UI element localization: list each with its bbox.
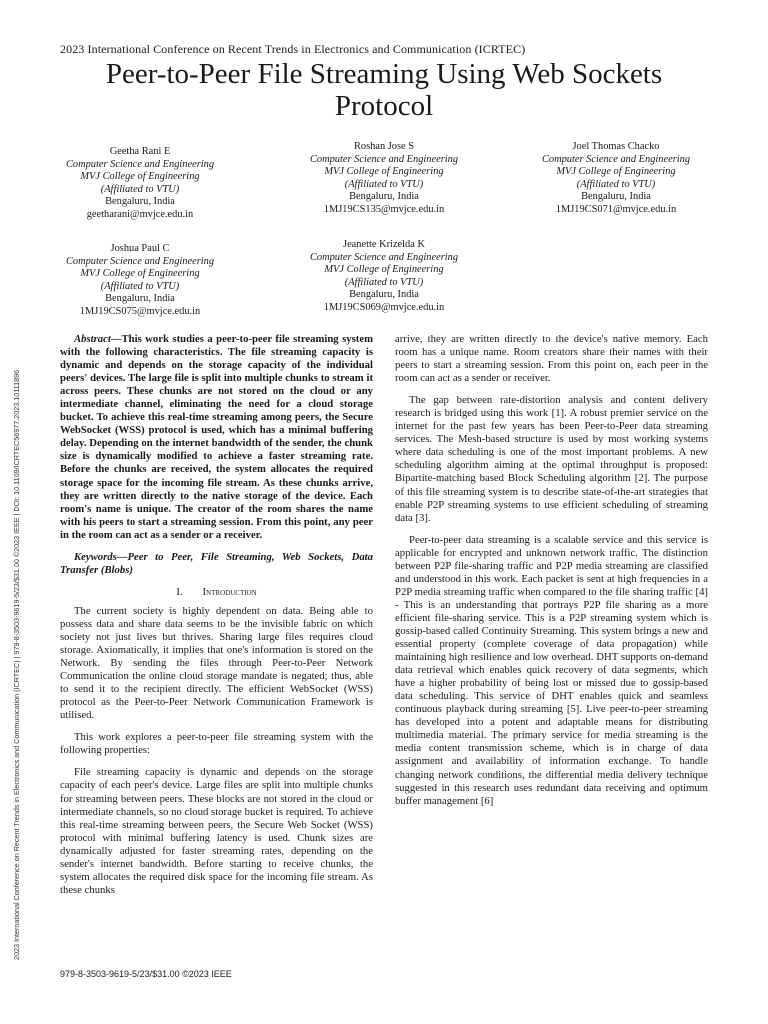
- paragraph: The gap between rate-distortion analysis and content delivery research is bridged using this work [1]. A robust premier service on the internet for the past few years has been Peer-to-Peer data streaming services. The Mesh-based structure is used by most working systems where data scheduling is one of the most important problems. A new scheduling algorithm aiming at the optimal throughput is proposed: Bipartite-matching based Block Scheduling algorithm [2]. The purpose of this file streaming system is to describe state-of-the-art strategies that enable P2P streaming systems to use efficient scheduling of streaming data [3].: [395, 394, 708, 524]
- author-email: 1MJ19CS071@mvjce.edu.in: [555, 203, 677, 215]
- author-dept: Computer Science and Engineering: [65, 255, 215, 267]
- doi-sidebar: 2023 International Conference on Recent Trends in Electronics and Communication (ICRTEC) | 979-8-3503-9619-5/23/$31.00 ©2023 IEEE | DOI: 10.1109/ICRTEC56977.2023.10111896: [12, 369, 21, 960]
- author-email: 1MJ19CS135@mvjce.edu.in: [323, 203, 445, 215]
- author-dept: Computer Science and Engineering: [309, 251, 459, 263]
- author-block-5: [284, 239, 484, 315]
- author-block-3: [516, 141, 716, 217]
- author-dept: Computer Science and Engineering: [309, 153, 459, 165]
- page-footer: 979-8-3503-9619-5/23/$31.00 ©2023 IEEE: [60, 969, 232, 979]
- keywords: [60, 551, 373, 577]
- paragraph: arrive, they are written directly to the device's native memory. Each room has a unique name. Room creators share their names with their peers to start a streaming session. From this point on, each peer in the room can act as a sender or receiver.: [395, 333, 708, 385]
- author-college: MVJ College of Engineering: [324, 264, 444, 276]
- author-email: 1MJ19CS075@mvjce.edu.in: [79, 305, 201, 317]
- author-location: Bengaluru, India: [581, 191, 651, 203]
- paragraph: This work explores a peer-to-peer file streaming system with the following properties:: [60, 731, 373, 757]
- author-email: 1MJ19CS069@mvjce.edu.in: [323, 301, 445, 313]
- author-location: Bengaluru, India: [349, 289, 419, 301]
- author-affiliation: (Affiliated to VTU): [344, 178, 424, 190]
- author-name: Jeanette Krizelda K: [343, 239, 425, 250]
- author-affiliation: (Affiliated to VTU): [344, 276, 424, 288]
- author-college: MVJ College of Engineering: [324, 166, 444, 178]
- abstract: [60, 333, 373, 542]
- author-block-1: [40, 146, 240, 222]
- section-heading: [60, 586, 373, 599]
- paragraph: Peer-to-peer data streaming is a scalable service and this service is applicable for encrypted and unknown network traffic. The distinction between P2P file-sharing traffic and P2P media streaming are classified and understood in this work. Each packet is sent at high frequencies in a P2P media streaming traffic when compared to the file sharing traffic [4] - This is an understanding that portrays P2P file sharing as a more efficient file-sharing service. This is a P2P streaming system which is gossip-based called Continuity Streaming. This system brings a new and essential property (complete coverage of data propagation) while maintaining high resilience and low overhead. DHT supports on-demand data retrieval which enables quick recovery of data segments, which have a higher probability of being lost or missed due to gossip-based data scheduling. This service of DHT enables quick and seamless continuous playback during streaming [5]. Live peer-to-peer streaming has developed into a potent and adaptable means for distributing multimedia material. The primary service for media streaming is the media content transmission scheme, which is in charge of data assignment and availability of information exchange. To handle changing network conditions, the differential media delivery technique suggested in this research uses redundant data receiving and optimum buffer management [6]: [395, 533, 708, 807]
- author-affiliation: (Affiliated to VTU): [100, 280, 180, 292]
- author-block-2: [284, 141, 484, 217]
- section-number: I.: [176, 585, 183, 598]
- keywords-text: —Peer to Peer, File Streaming, Web Sockets, Data Transfer (Blobs): [60, 550, 373, 576]
- abstract-text: —This work studies a peer-to-peer file streaming system with the following characteristics. The file streaming capacity is dynamic and depends on the storage capacity of the individual peers' devices. The large file is split into multiple chunks to stream it across peers. These chunks are not stored on the cloud or any intermediate channel, eliminating the need for a cloud storage bucket. To achieve this real-time streaming among peers, the Secure WebSocket (WSS) protocol is used, which has a minimal buffering delay. Depending on the internet bandwidth of the sender, the chunk size is dynamically modified to achieve a faster streaming rate. Before the chunks are received, the system allocates the required storage space for the incoming file stream. As these chunks arrive, they are written directly to the native storage of the device. Each room's name is unique. The creator of the room shares the name with his peers to start a streaming session. From this point, any peer in the room can act as a sender or a receiver.: [60, 333, 373, 541]
- author-name: Geetha Rani E: [109, 146, 171, 157]
- author-college: MVJ College of Engineering: [556, 166, 676, 178]
- author-location: Bengaluru, India: [105, 196, 175, 208]
- author-affiliation: (Affiliated to VTU): [576, 178, 656, 190]
- paragraph: The current society is highly dependent on data. Being able to possess data and share data seems to be the invisible fabric on which society not just lives but thrives. Sharing large files requires cloud storage. Axiomatically, it implies that one's information is stored on the Network. By sending the files through Peer-to-Peer Network Communication the online cloud storage mandate is negated; thus, able to send it to the recipient directly. The efficient WebSocket (WSS) protocol as the Peer-to-Peer Network Communication Framework is utilised.: [60, 604, 373, 722]
- author-name: Joel Thomas Chacko: [572, 141, 660, 152]
- author-dept: Computer Science and Engineering: [541, 153, 691, 165]
- author-email: geetharani@mvjce.edu.in: [86, 208, 194, 220]
- author-college: MVJ College of Engineering: [80, 268, 200, 280]
- conference-header: 2023 International Conference on Recent Trends in Electronics and Communication (ICRTEC): [60, 42, 526, 56]
- author-location: Bengaluru, India: [105, 293, 175, 305]
- author-name: Roshan Jose S: [353, 141, 415, 152]
- author-block-4: [40, 243, 240, 319]
- author-name: Joshua Paul C: [110, 243, 170, 254]
- right-column: [395, 333, 708, 817]
- section-title: Introduction: [202, 585, 257, 598]
- author-affiliation: (Affiliated to VTU): [100, 183, 180, 195]
- keywords-label: Keywords: [74, 550, 117, 563]
- paragraph: File streaming capacity is dynamic and depends on the storage capacity of each peer's device. Large files are split into multiple chunks for streaming between peers. These blocks are not stored in the cloud or intermediate channels, so no cloud storage bucket is required. To achieve this real-time streaming between peers, the Secure Web Socket (WSS) protocol with minimal buffering latency is used. Chunk sizes are dynamically adjusted for faster streaming rates, depending on the sender's internet bandwidth. Before starting to receive chunks, the system allocates the required disk space for the incoming file stream. As these chunks: [60, 766, 373, 896]
- author-college: MVJ College of Engineering: [80, 171, 200, 183]
- paper-title: Peer-to-Peer File Streaming Using Web Sockets Protocol: [105, 58, 663, 122]
- left-column: [60, 333, 373, 906]
- author-location: Bengaluru, India: [349, 191, 419, 203]
- abstract-label: Abstract: [74, 333, 111, 345]
- author-dept: Computer Science and Engineering: [65, 158, 215, 170]
